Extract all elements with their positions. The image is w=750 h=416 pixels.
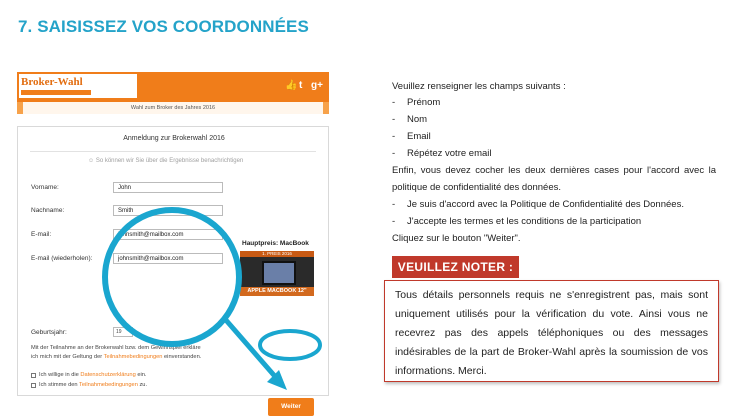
prize-title: Hauptpreis: MacBook <box>242 240 309 247</box>
note-line: indésirables de la part de Broker-Wahl après la soumission de vos <box>395 346 708 358</box>
first-name-label: Vorname: <box>31 184 59 191</box>
birth-year-select[interactable]: 19 <box>113 327 133 337</box>
prize-caption: APPLE MACBOOK 12" <box>240 287 314 296</box>
last-name-input[interactable]: Smith <box>113 205 223 216</box>
instructions-final: Cliquez sur le bouton "Weiter". <box>392 233 521 244</box>
bullet: - <box>392 148 396 159</box>
privacy-suffix: ein. <box>135 372 147 378</box>
field-item-email: Email <box>407 131 431 142</box>
highlight-circle <box>105 210 239 344</box>
instructions-intro: Veuillez renseigner les champs suivants : <box>392 81 566 92</box>
subtitle-text: Wahl zum Broker des Jahres 2016 <box>23 102 323 114</box>
terms-text-1: Mit der Teilnahme an der Brokerwahl bzw. dem Gewinnspiel erkläre <box>31 345 201 351</box>
first-name-input[interactable]: John <box>113 182 223 193</box>
bullet: - <box>392 131 396 142</box>
terms-consent-prefix: Ich stimme den <box>39 382 80 388</box>
note-box <box>384 280 719 382</box>
bullet: - <box>392 97 396 108</box>
field-item-prenom: Prénom <box>407 97 441 108</box>
highlight-arrow-line <box>225 319 279 381</box>
terms-consent-link[interactable]: Teilnahmebedingungen <box>79 382 138 388</box>
email-repeat-label: E-mail (wiederholen): <box>31 255 93 262</box>
page-heading: 7. SAISISSEZ VOS COORDONNÉES <box>18 17 309 36</box>
note-line: recevrez pas des appels téléphoniques ou des messages <box>395 327 708 339</box>
google-plus-icon[interactable]: g+ <box>311 80 323 91</box>
privacy-link[interactable]: Datenschutzerklärung <box>80 372 136 378</box>
checkbox-paragraph-line-2: politique de confidentialité des données. <box>392 182 562 193</box>
form-title: Anmeldung zur Brokerwahl 2016 <box>123 135 225 142</box>
note-line: informations. Merci. <box>395 365 487 377</box>
form-screenshot <box>17 64 329 410</box>
bullet: - <box>392 199 396 210</box>
logo-text: Broker-Wahl <box>21 76 83 88</box>
email-repeat-input[interactable]: johnsmith@mailbox.com <box>113 253 223 264</box>
privacy-prefix: Ich willige in die <box>39 372 81 378</box>
prize-banner: 1. PREIS 2016 <box>240 251 314 257</box>
terms-link[interactable]: Teilnahmebedingungen <box>103 354 163 360</box>
twitter-icon[interactable]: t <box>299 80 303 91</box>
note-line: uniquement utilisés pour la vérification du vote. Ainsi vous ne <box>395 308 708 320</box>
note-line: Tous détails personnels requis ne s'enregistrent pas, mais sont <box>395 289 708 301</box>
checkbox-item-privacy: Je suis d'accord avec la Politique de Confidentialité des Données. <box>407 199 684 210</box>
email-input[interactable]: johnsmith@mailbox.com <box>113 229 223 240</box>
weiter-button[interactable]: Weiter <box>268 398 314 416</box>
bullet: - <box>392 114 396 125</box>
email-label: E-mail: <box>31 231 52 238</box>
note-label: VEUILLEZ NOTER : <box>392 256 519 278</box>
birth-year-label: Geburtsjahr: <box>31 329 67 336</box>
terms-prefix: ich mich mit der Geltung der <box>31 354 104 360</box>
terms-consent-suffix: zu. <box>137 382 148 388</box>
field-item-repeat-email: Répétez votre email <box>407 148 492 159</box>
field-item-nom: Nom <box>407 114 428 125</box>
check-circle-icon: ☺ <box>88 158 95 164</box>
thumbs-up-icon[interactable]: 👍 <box>285 80 298 91</box>
checkbox-paragraph-line-1: Enfin, vous devez cocher les deux dernières cases pour l'accord avec la <box>392 165 716 176</box>
terms-suffix: einverstanden. <box>162 354 202 360</box>
bullet: - <box>392 216 396 227</box>
notify-label: So können wir Sie über die Ergebnisse benachrichtigen <box>95 158 244 164</box>
highlight-button-ring <box>260 331 320 359</box>
checkbox-item-terms: J'accepte les termes et les conditions de la participation <box>407 216 642 227</box>
highlight-overlay <box>17 64 337 394</box>
last-name-label: Nachname: <box>31 207 65 214</box>
